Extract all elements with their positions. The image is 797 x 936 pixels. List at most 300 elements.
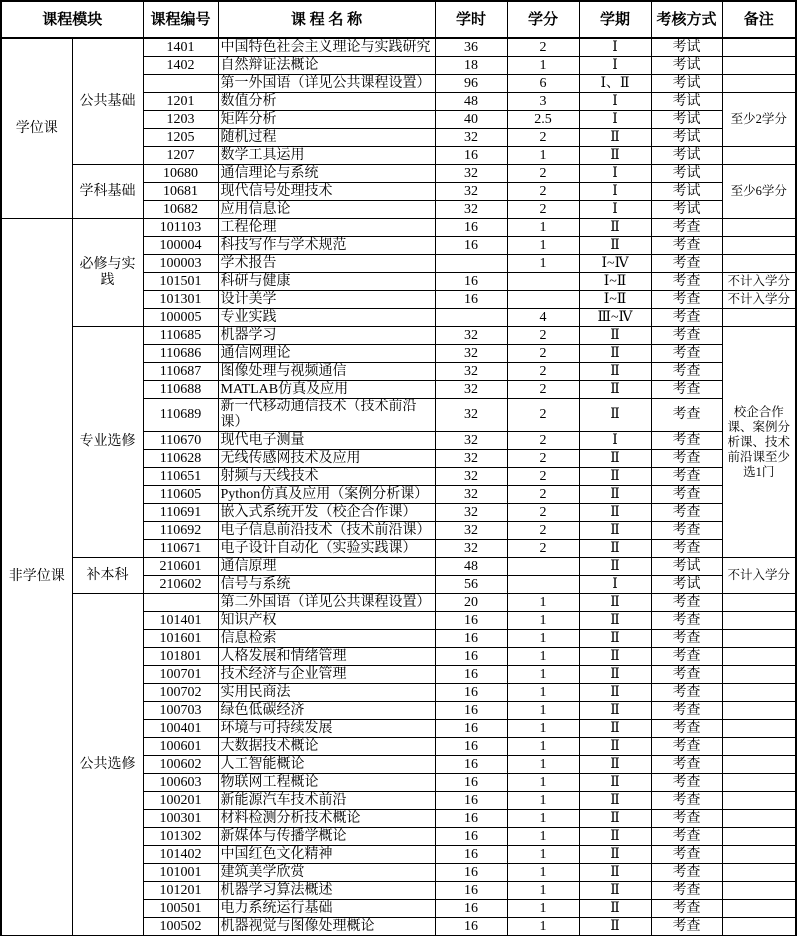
remark-cell (722, 918, 796, 936)
remark-cell (722, 309, 796, 327)
credits-cell: 2 (507, 201, 579, 219)
hours-cell (435, 309, 507, 327)
hours-cell: 16 (435, 918, 507, 936)
credits-cell: 1 (507, 810, 579, 828)
course-id-cell: 101401 (143, 612, 218, 630)
hours-cell: 16 (435, 612, 507, 630)
credits-cell: 3 (507, 93, 579, 111)
hours-cell: 16 (435, 774, 507, 792)
course-id-cell: 101302 (143, 828, 218, 846)
hours-cell: 16 (435, 147, 507, 165)
assessment-cell: 考查 (651, 774, 722, 792)
credits-cell: 1 (507, 900, 579, 918)
remark-cell (722, 864, 796, 882)
credits-cell: 1 (507, 792, 579, 810)
credits-cell: 2 (507, 327, 579, 345)
course-table-body (1, 38, 796, 936)
hours-cell: 32 (435, 504, 507, 522)
course-id-cell: 110686 (143, 345, 218, 363)
assessment-cell: 考试 (651, 201, 722, 219)
course-id-cell: 100401 (143, 720, 218, 738)
semester-cell: Ⅱ (579, 918, 651, 936)
hours-cell: 48 (435, 93, 507, 111)
semester-cell: Ⅰ~Ⅱ (579, 273, 651, 291)
hours-cell: 16 (435, 702, 507, 720)
semester-cell: Ⅱ (579, 381, 651, 399)
credits-cell: 1 (507, 684, 579, 702)
semester-cell: Ⅰ~Ⅱ (579, 291, 651, 309)
module-cell: 公共选修 (72, 594, 143, 936)
semester-cell: Ⅱ (579, 846, 651, 864)
semester-cell: Ⅱ (579, 702, 651, 720)
assessment-cell: 考试 (651, 93, 722, 111)
hours-cell: 16 (435, 630, 507, 648)
course-name-cell: 电力系统运行基础 (218, 900, 435, 918)
semester-cell: Ⅱ (579, 219, 651, 237)
credits-cell: 1 (507, 846, 579, 864)
credits-cell: 1 (507, 774, 579, 792)
credits-cell: 1 (507, 237, 579, 255)
semester-cell: Ⅱ (579, 882, 651, 900)
assessment-cell: 考查 (651, 738, 722, 756)
course-name-cell: 应用信息论 (218, 201, 435, 219)
course-name-cell: 科技写作与学术规范 (218, 237, 435, 255)
assessment-cell: 考查 (651, 864, 722, 882)
course-id-cell: 110689 (143, 399, 218, 432)
course-name-cell: 大数据技术概论 (218, 738, 435, 756)
course-name-cell: 学术报告 (218, 255, 435, 273)
assessment-cell: 考查 (651, 522, 722, 540)
header-remark: 备注 (722, 1, 796, 38)
course-name-cell: 人工智能概论 (218, 756, 435, 774)
hours-cell: 16 (435, 900, 507, 918)
hours-cell: 16 (435, 864, 507, 882)
table-row (1, 38, 796, 57)
course-name-cell: 第一外国语（详见公共课程设置） (218, 75, 435, 93)
course-id-cell: 101501 (143, 273, 218, 291)
remark-cell (722, 738, 796, 756)
remark-cell (722, 237, 796, 255)
course-id-cell: 100601 (143, 738, 218, 756)
remark-cell: 至少6学分 (722, 165, 796, 219)
remark-cell (722, 630, 796, 648)
course-id-cell: 1402 (143, 57, 218, 75)
course-name-cell: 中国红色文化精神 (218, 846, 435, 864)
semester-cell: Ⅱ (579, 522, 651, 540)
credits-cell: 1 (507, 828, 579, 846)
assessment-cell: 考查 (651, 468, 722, 486)
course-id-cell: 100602 (143, 756, 218, 774)
semester-cell: Ⅱ (579, 345, 651, 363)
assessment-cell: 考查 (651, 918, 722, 936)
course-name-cell: 数学工具运用 (218, 147, 435, 165)
course-id-cell: 10682 (143, 201, 218, 219)
semester-cell: Ⅱ (579, 666, 651, 684)
credits-cell: 2 (507, 129, 579, 147)
hours-cell: 16 (435, 792, 507, 810)
course-id-cell: 1201 (143, 93, 218, 111)
semester-cell: Ⅱ (579, 486, 651, 504)
course-id-cell: 101801 (143, 648, 218, 666)
course-name-cell: 物联网工程概论 (218, 774, 435, 792)
course-name-cell: Python仿真及应用（案例分析课） (218, 486, 435, 504)
course-name-cell: 机器学习 (218, 327, 435, 345)
remark-cell (722, 38, 796, 57)
hours-cell: 32 (435, 468, 507, 486)
course-id-cell: 100502 (143, 918, 218, 936)
semester-cell: Ⅱ (579, 630, 651, 648)
course-name-cell: 矩阵分析 (218, 111, 435, 129)
header-course-id: 课程编号 (143, 1, 218, 38)
course-name-cell: 设计美学 (218, 291, 435, 309)
course-id-cell: 101402 (143, 846, 218, 864)
credits-cell: 1 (507, 57, 579, 75)
assessment-cell: 考查 (651, 399, 722, 432)
credits-cell: 2.5 (507, 111, 579, 129)
hours-cell: 16 (435, 648, 507, 666)
hours-cell: 32 (435, 540, 507, 558)
course-id-cell: 1207 (143, 147, 218, 165)
assessment-cell: 考查 (651, 828, 722, 846)
assessment-cell: 考试 (651, 183, 722, 201)
course-id-cell: 110628 (143, 450, 218, 468)
hours-cell: 16 (435, 273, 507, 291)
course-id-cell: 100703 (143, 702, 218, 720)
header-semester: 学期 (579, 1, 651, 38)
course-id-cell: 110651 (143, 468, 218, 486)
semester-cell: Ⅱ (579, 756, 651, 774)
credits-cell: 1 (507, 630, 579, 648)
semester-cell: Ⅱ (579, 738, 651, 756)
assessment-cell: 考试 (651, 57, 722, 75)
course-name-cell: 现代电子测量 (218, 432, 435, 450)
semester-cell: Ⅱ (579, 612, 651, 630)
remark-cell (722, 75, 796, 93)
header-course-name: 课 程 名 称 (218, 1, 435, 38)
credits-cell: 1 (507, 594, 579, 612)
credits-cell: 1 (507, 255, 579, 273)
remark-cell (722, 255, 796, 273)
course-name-cell: 信号与系统 (218, 576, 435, 594)
hours-cell: 32 (435, 129, 507, 147)
course-name-cell: 现代信号处理技术 (218, 183, 435, 201)
semester-cell: Ⅰ (579, 183, 651, 201)
header-module: 课程模块 (1, 1, 143, 38)
credits-cell: 1 (507, 648, 579, 666)
course-name-cell: 新一代移动通信技术（技术前沿课） (218, 399, 435, 432)
credits-cell: 1 (507, 219, 579, 237)
table-row (1, 165, 796, 183)
hours-cell: 16 (435, 684, 507, 702)
assessment-cell: 考查 (651, 450, 722, 468)
header-row (1, 1, 796, 38)
hours-cell: 16 (435, 237, 507, 255)
assessment-cell: 考查 (651, 273, 722, 291)
course-name-cell: 专业实践 (218, 309, 435, 327)
hours-cell: 32 (435, 486, 507, 504)
course-id-cell: 100501 (143, 900, 218, 918)
course-id-cell: 100301 (143, 810, 218, 828)
assessment-cell: 考查 (651, 486, 722, 504)
course-name-cell: 通信原理 (218, 558, 435, 576)
hours-cell: 32 (435, 327, 507, 345)
course-name-cell: 技术经济与企业管理 (218, 666, 435, 684)
credits-cell: 1 (507, 882, 579, 900)
hours-cell: 16 (435, 291, 507, 309)
assessment-cell: 考试 (651, 129, 722, 147)
remark-cell (722, 756, 796, 774)
course-name-cell: 电子信息前沿技术（技术前沿课） (218, 522, 435, 540)
semester-cell: Ⅱ (579, 237, 651, 255)
course-name-cell: 嵌入式系统开发（校企合作课） (218, 504, 435, 522)
assessment-cell: 考查 (651, 291, 722, 309)
semester-cell: Ⅱ (579, 129, 651, 147)
course-id-cell: 210601 (143, 558, 218, 576)
assessment-cell: 考查 (651, 219, 722, 237)
remark-cell (722, 702, 796, 720)
hours-cell (435, 255, 507, 273)
course-name-cell: 第二外国语（详见公共课程设置） (218, 594, 435, 612)
course-id-cell: 110691 (143, 504, 218, 522)
assessment-cell: 考查 (651, 684, 722, 702)
course-name-cell: 新能源汽车技术前沿 (218, 792, 435, 810)
course-id-cell (143, 594, 218, 612)
course-name-cell: 实用民商法 (218, 684, 435, 702)
remark-cell (722, 810, 796, 828)
credits-cell (507, 558, 579, 576)
course-name-cell: 自然辩证法概论 (218, 57, 435, 75)
course-id-cell: 110687 (143, 363, 218, 381)
course-name-cell: 知识产权 (218, 612, 435, 630)
course-name-cell: 人格发展和情绪管理 (218, 648, 435, 666)
assessment-cell: 考查 (651, 720, 722, 738)
course-name-cell: 环境与可持续发展 (218, 720, 435, 738)
semester-cell: Ⅱ (579, 327, 651, 345)
credits-cell: 2 (507, 38, 579, 57)
course-id-cell: 110685 (143, 327, 218, 345)
hours-cell: 16 (435, 219, 507, 237)
credits-cell (507, 576, 579, 594)
hours-cell: 32 (435, 363, 507, 381)
semester-cell: Ⅰ (579, 576, 651, 594)
credits-cell: 1 (507, 666, 579, 684)
remark-cell (722, 720, 796, 738)
course-id-cell: 1401 (143, 38, 218, 57)
credits-cell: 1 (507, 918, 579, 936)
course-name-cell: 科研与健康 (218, 273, 435, 291)
remark-cell (722, 792, 796, 810)
hours-cell: 16 (435, 666, 507, 684)
semester-cell: Ⅰ~Ⅳ (579, 255, 651, 273)
semester-cell: Ⅱ (579, 792, 651, 810)
credits-cell: 2 (507, 432, 579, 450)
assessment-cell: 考试 (651, 558, 722, 576)
credits-cell (507, 273, 579, 291)
course-id-cell: 100004 (143, 237, 218, 255)
hours-cell: 32 (435, 522, 507, 540)
hours-cell: 32 (435, 450, 507, 468)
credits-cell: 1 (507, 738, 579, 756)
assessment-cell: 考试 (651, 75, 722, 93)
hours-cell: 16 (435, 828, 507, 846)
hours-cell: 96 (435, 75, 507, 93)
remark-cell (722, 828, 796, 846)
assessment-cell: 考查 (651, 255, 722, 273)
header-hours: 学时 (435, 1, 507, 38)
remark-cell (722, 900, 796, 918)
semester-cell: Ⅱ (579, 594, 651, 612)
module-cell: 必修与实践 (72, 219, 143, 327)
course-name-cell: 随机过程 (218, 129, 435, 147)
hours-cell: 40 (435, 111, 507, 129)
credits-cell: 6 (507, 75, 579, 93)
module-cell: 学科基础 (72, 165, 143, 219)
module-cell: 公共基础 (72, 38, 143, 165)
module-cell: 专业选修 (72, 327, 143, 558)
table-header (1, 1, 796, 38)
credits-cell: 2 (507, 540, 579, 558)
assessment-cell: 考查 (651, 381, 722, 399)
assessment-cell: 考查 (651, 630, 722, 648)
course-id-cell: 1205 (143, 129, 218, 147)
course-id-cell: 10680 (143, 165, 218, 183)
remark-cell (722, 147, 796, 165)
course-name-cell: 材料检测分析技术概论 (218, 810, 435, 828)
remark-cell (722, 846, 796, 864)
assessment-cell: 考查 (651, 504, 722, 522)
course-name-cell: 电子设计自动化（实验实践课） (218, 540, 435, 558)
assessment-cell: 考查 (651, 363, 722, 381)
course-name-cell: 数值分析 (218, 93, 435, 111)
remark-cell (722, 57, 796, 75)
course-id-cell: 101103 (143, 219, 218, 237)
remark-cell (722, 612, 796, 630)
assessment-cell: 考试 (651, 147, 722, 165)
hours-cell: 48 (435, 558, 507, 576)
credits-cell: 2 (507, 363, 579, 381)
category-cell: 学位课 (1, 38, 72, 219)
semester-cell: Ⅱ (579, 828, 651, 846)
remark-cell (722, 684, 796, 702)
course-id-cell: 210602 (143, 576, 218, 594)
credits-cell: 1 (507, 612, 579, 630)
semester-cell: Ⅱ (579, 684, 651, 702)
hours-cell: 16 (435, 738, 507, 756)
semester-cell: Ⅱ (579, 558, 651, 576)
hours-cell: 32 (435, 183, 507, 201)
remark-cell (722, 594, 796, 612)
assessment-cell: 考查 (651, 756, 722, 774)
table-row (1, 327, 796, 345)
assessment-cell: 考查 (651, 846, 722, 864)
assessment-cell: 考查 (651, 810, 722, 828)
hours-cell: 16 (435, 720, 507, 738)
course-name-cell: 通信网理论 (218, 345, 435, 363)
credits-cell (507, 291, 579, 309)
hours-cell: 32 (435, 201, 507, 219)
credits-cell: 2 (507, 183, 579, 201)
semester-cell: Ⅱ (579, 147, 651, 165)
assessment-cell: 考查 (651, 237, 722, 255)
semester-cell: Ⅰ、Ⅱ (579, 75, 651, 93)
remark-cell: 校企合作课、案例分析课、技术前沿课至少选1门 (722, 327, 796, 558)
course-id-cell: 100701 (143, 666, 218, 684)
credits-cell: 2 (507, 381, 579, 399)
course-id-cell: 10681 (143, 183, 218, 201)
assessment-cell: 考查 (651, 432, 722, 450)
course-id-cell: 100003 (143, 255, 218, 273)
credits-cell: 2 (507, 522, 579, 540)
credits-cell: 2 (507, 468, 579, 486)
assessment-cell: 考试 (651, 165, 722, 183)
hours-cell: 20 (435, 594, 507, 612)
hours-cell: 32 (435, 399, 507, 432)
assessment-cell: 考查 (651, 666, 722, 684)
course-name-cell: 射频与天线技术 (218, 468, 435, 486)
semester-cell: Ⅱ (579, 363, 651, 381)
table-row (1, 594, 796, 612)
credits-cell: 1 (507, 147, 579, 165)
assessment-cell: 考试 (651, 111, 722, 129)
remark-cell (722, 666, 796, 684)
credits-cell: 1 (507, 702, 579, 720)
semester-cell: Ⅱ (579, 900, 651, 918)
hours-cell: 16 (435, 756, 507, 774)
semester-cell: Ⅱ (579, 504, 651, 522)
course-id-cell: 110605 (143, 486, 218, 504)
credits-cell: 2 (507, 399, 579, 432)
semester-cell: Ⅰ (579, 38, 651, 57)
hours-cell: 32 (435, 345, 507, 363)
course-id-cell: 100201 (143, 792, 218, 810)
hours-cell: 56 (435, 576, 507, 594)
semester-cell: Ⅲ~Ⅳ (579, 309, 651, 327)
remark-cell: 不计入学分 (722, 558, 796, 594)
course-name-cell: 中国特色社会主义理论与实践研究 (218, 38, 435, 57)
semester-cell: Ⅱ (579, 720, 651, 738)
remark-cell: 至少2学分 (722, 93, 796, 147)
hours-cell: 36 (435, 38, 507, 57)
assessment-cell: 考查 (651, 327, 722, 345)
hours-cell: 32 (435, 381, 507, 399)
credits-cell: 1 (507, 864, 579, 882)
credits-cell: 1 (507, 756, 579, 774)
course-id-cell: 100005 (143, 309, 218, 327)
course-name-cell: 无线传感网技术及应用 (218, 450, 435, 468)
course-name-cell: 建筑美学欣赏 (218, 864, 435, 882)
course-id-cell: 100702 (143, 684, 218, 702)
assessment-cell: 考查 (651, 792, 722, 810)
credits-cell: 4 (507, 309, 579, 327)
assessment-cell: 考查 (651, 594, 722, 612)
semester-cell: Ⅰ (579, 432, 651, 450)
course-id-cell: 110692 (143, 522, 218, 540)
assessment-cell: 考查 (651, 702, 722, 720)
hours-cell: 16 (435, 882, 507, 900)
semester-cell: Ⅱ (579, 864, 651, 882)
semester-cell: Ⅱ (579, 648, 651, 666)
semester-cell: Ⅱ (579, 774, 651, 792)
remark-cell (722, 774, 796, 792)
semester-cell: Ⅱ (579, 540, 651, 558)
remark-cell (722, 648, 796, 666)
course-name-cell: MATLAB仿真及应用 (218, 381, 435, 399)
semester-cell: Ⅰ (579, 57, 651, 75)
credits-cell: 2 (507, 486, 579, 504)
hours-cell: 32 (435, 432, 507, 450)
assessment-cell: 考试 (651, 576, 722, 594)
hours-cell: 32 (435, 165, 507, 183)
